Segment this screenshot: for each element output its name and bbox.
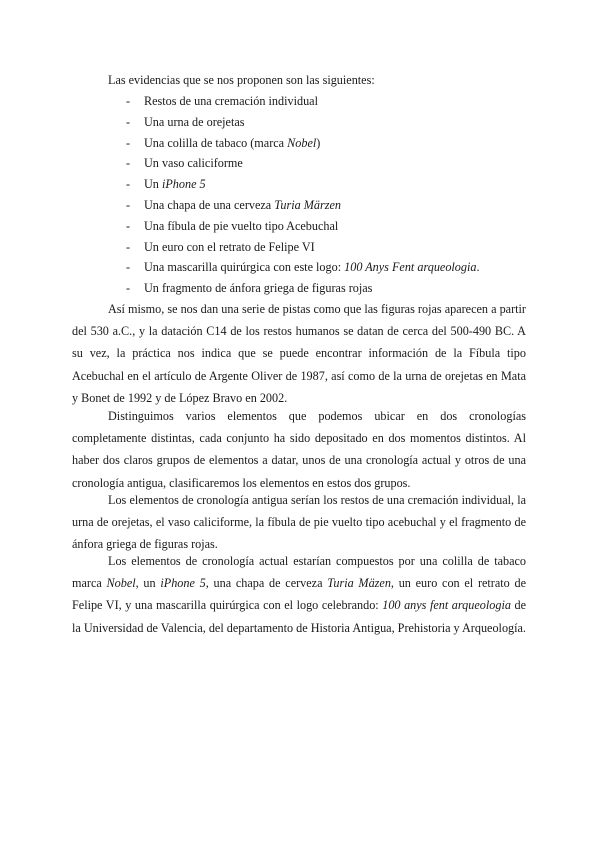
list-item-text: Una mascarilla quirúrgica con este logo: <box>144 260 345 275</box>
list-item <box>126 174 480 195</box>
paragraph-text: Los elementos de cronología antigua serían los restos de una cremación individual, la urna de orejetas, el vaso caliciforme, la fíbula de pie vuelto tipo acebuchal y el fragmento de ánfora griega de figuras rojas. <box>72 493 526 552</box>
text-run: de la Universidad de Valencia, del departamento de Historia Antigua, Prehistoria y Arqueología. <box>72 598 526 635</box>
list-dash: - <box>126 218 131 233</box>
list-item-text: Un euro con el retrato de Felipe VI <box>144 239 315 254</box>
paragraph-text: Distinguimos varios elementos que podemos ubicar en dos cronologías completamente distintas, cada conjunto ha sido depositado en dos momentos distintos. Al haber dos claros grupos de elementos a datar, unos de una cronología actual y otros de una cronología antigua, clasificaremos los elementos en estos dos grupos. <box>72 409 526 490</box>
list-item-suffix: . <box>476 260 480 275</box>
list-dash: - <box>126 177 131 192</box>
list-dash: - <box>126 156 131 171</box>
text-run: , un <box>135 576 161 591</box>
list-item <box>126 257 480 278</box>
list-item <box>126 112 480 133</box>
list-dash: - <box>126 114 131 129</box>
list-item-emphasis: 100 Anys Fent arqueologia <box>344 260 477 275</box>
list-item <box>126 237 480 258</box>
list-dash: - <box>126 239 131 254</box>
list-item-text: Una chapa de una cerveza <box>144 197 275 212</box>
emphasis-run: 100 anys fent arqueologia <box>382 598 511 613</box>
list-item <box>126 216 480 237</box>
list-item <box>126 195 480 216</box>
emphasis-run: Nobel <box>106 576 136 591</box>
list-item <box>126 91 480 112</box>
list-item <box>126 153 480 174</box>
evidence-list <box>126 91 480 299</box>
list-item-text: Un vaso caliciforme <box>144 156 243 171</box>
list-item-text: Restos de una cremación individual <box>144 94 318 108</box>
paragraph-ancient-elements <box>72 489 526 556</box>
list-dash: - <box>126 94 131 108</box>
list-dash: - <box>126 260 131 275</box>
list-dash: - <box>126 197 131 212</box>
list-item-text: Una urna de orejetas <box>144 114 245 129</box>
paragraph-chronologies <box>72 405 526 494</box>
list-dash: - <box>126 281 131 296</box>
paragraph-modern-elements <box>72 550 526 639</box>
text-run: Los elementos de cronología actual estarían compuestos por una colilla de tabaco marca <box>72 554 526 591</box>
list-item-text: Una colilla de tabaco (marca <box>144 135 288 150</box>
intro-line: Las evidencias que se nos proponen son las siguientes: <box>108 73 375 87</box>
list-item-text: Un fragmento de ánfora griega de figuras rojas <box>144 281 373 296</box>
list-item <box>126 133 480 154</box>
emphasis-run: iPhone 5 <box>160 576 206 591</box>
paragraph-text: Así mismo, se nos dan una serie de pistas como que las figuras rojas aparecen a partir del 530 a.C., y la datación C14 de los restos humanos se datan de cerca del 500-490 BC. A su vez, la práctica nos indica que se puede encontrar información de la Fíbula tipo Acebuchal en el artículo de Argente Oliver de 1987, así como de la urna de orejetas en Mata y Bonet de 1992 y de López Bravo en 2002. <box>72 302 526 405</box>
list-item-emphasis: Turia Märzen <box>274 197 341 212</box>
list-dash: - <box>126 135 131 150</box>
paragraph-clues <box>72 298 526 409</box>
text-run: , un euro con el retrato de Felipe VI, y una mascarilla quirúrgica con el logo celebrando: <box>72 576 526 613</box>
list-item-text: Un <box>144 177 162 192</box>
paragraph-text <box>72 550 526 639</box>
list-item <box>126 278 480 299</box>
list-item-suffix: ) <box>316 135 321 150</box>
text-run: , una chapa de cerveza <box>205 576 328 591</box>
list-item-text: Una fíbula de pie vuelto tipo Acebuchal <box>144 218 339 233</box>
emphasis-run: Turia Mäzen <box>327 576 391 591</box>
list-item-emphasis: iPhone 5 <box>161 177 206 192</box>
list-item-emphasis: Nobel <box>287 135 317 150</box>
